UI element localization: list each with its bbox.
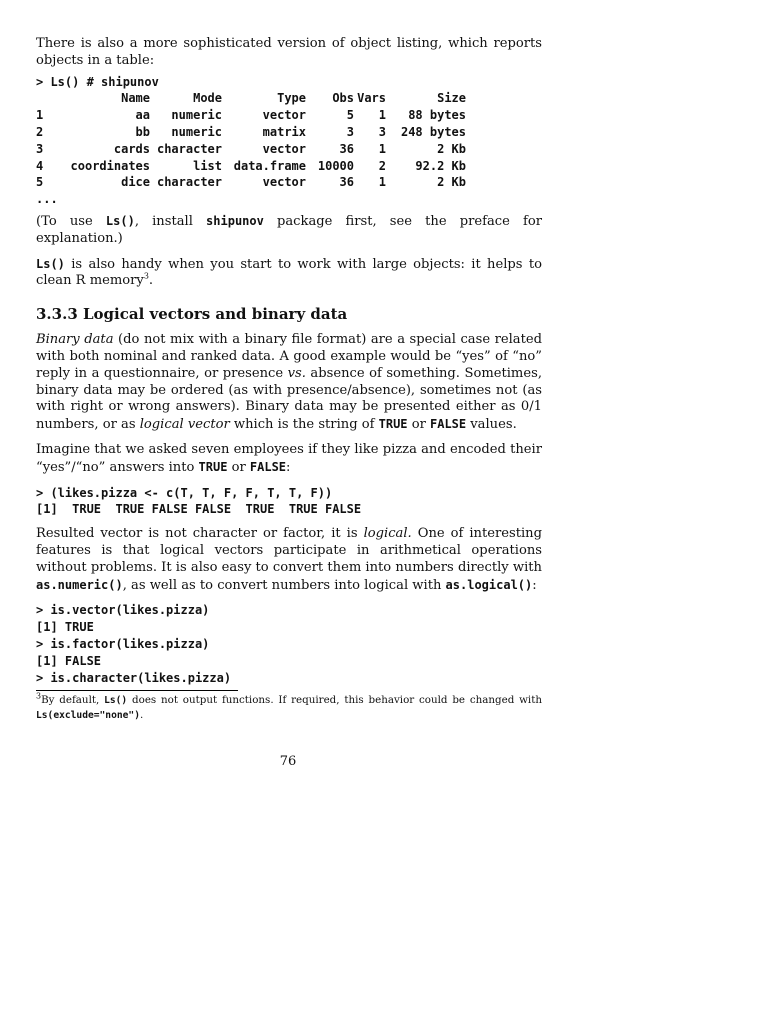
inline-code: TRUE bbox=[378, 417, 408, 432]
table-cell: 36 bbox=[339, 141, 354, 156]
table-cell: 36 bbox=[339, 175, 354, 190]
table-cell: vector bbox=[262, 141, 306, 156]
code-line: [1] FALSE bbox=[36, 653, 102, 668]
emphasis: Binary data bbox=[36, 332, 114, 348]
inline-code: shipunov bbox=[206, 213, 264, 228]
text: or bbox=[407, 417, 430, 433]
paragraph-logical bbox=[36, 526, 542, 594]
table-cell: numeric bbox=[171, 108, 222, 123]
footnote bbox=[36, 693, 542, 723]
table-cell: 1 bbox=[378, 175, 386, 190]
table-cell: 10000 bbox=[317, 158, 354, 173]
table-cell: character bbox=[156, 175, 222, 190]
inline-code: as.logical() bbox=[445, 577, 533, 592]
code-block-ls bbox=[36, 74, 542, 208]
table-header-cell: Obs bbox=[332, 91, 354, 106]
table-cell: 1 bbox=[378, 108, 386, 123]
text: One of interesting features is that logical vectors participate in arithmetical operations without problems. It is also easy to convert them into numbers directly with bbox=[36, 526, 542, 575]
code-block-pizza bbox=[36, 485, 542, 519]
footnote-number: 3 bbox=[36, 691, 42, 701]
table-cell: 3 bbox=[36, 141, 44, 156]
code-line: [1] TRUE bbox=[36, 620, 94, 635]
table-cell: 92.2 Kb bbox=[415, 158, 466, 173]
text: Resulted vector is not character or factor, it is bbox=[36, 526, 364, 542]
table-cell: vector bbox=[262, 108, 306, 123]
table-cell: aa bbox=[135, 108, 150, 123]
table-cell: 3 bbox=[346, 124, 354, 139]
text: (do not mix with a binary file format) are a special case related with both nominal and ranked data. A good example would be “yes” of “no” reply in a questionnaire, or presence bbox=[36, 332, 542, 381]
text: : bbox=[532, 577, 537, 593]
inline-code: Ls() bbox=[104, 695, 128, 707]
text: is also handy when you start to work with large objects: it helps to clean R memory bbox=[36, 256, 542, 289]
section-title: Logical vectors and binary data bbox=[83, 305, 348, 324]
inline-code: Ls(exclude="none") bbox=[36, 710, 140, 722]
paragraph-ls-handy bbox=[36, 256, 542, 291]
table-cell: 88 bytes bbox=[408, 108, 466, 123]
table-cell: character bbox=[156, 141, 222, 156]
code-line: > is.vector(likes.pizza) bbox=[36, 603, 210, 618]
table-header-cell: Name bbox=[121, 91, 150, 106]
footnote-marker: 3 bbox=[143, 272, 149, 281]
inline-code: as.numeric() bbox=[36, 577, 123, 592]
section-number: 3.3.3 bbox=[36, 305, 78, 324]
ls-output-table bbox=[36, 90, 466, 191]
page-body bbox=[36, 36, 542, 723]
paragraph-binary-data bbox=[36, 332, 542, 434]
text: (To use bbox=[36, 213, 106, 229]
table-cell: list bbox=[193, 158, 222, 173]
table-row bbox=[36, 107, 466, 124]
emphasis: logical vector bbox=[139, 417, 230, 433]
table-cell: cards bbox=[113, 141, 150, 156]
table-cell: 1 bbox=[378, 141, 386, 156]
table-header-cell: Vars bbox=[357, 91, 386, 106]
table-cell: 4 bbox=[36, 158, 44, 173]
code-line: [1] TRUE TRUE FALSE FALSE TRUE TRUE FALSE bbox=[36, 502, 362, 517]
table-row bbox=[36, 174, 466, 191]
text: absence of something. Sometimes, binary data may be ordered (as with presence/absence), sometimes not (as with right or wrong answers). Binary data may be presented either as 0/1 numbers, or as bbox=[36, 365, 542, 433]
table-header-row bbox=[36, 90, 466, 107]
text: or bbox=[227, 459, 250, 475]
table-cell: numeric bbox=[171, 124, 222, 139]
table-cell: dice bbox=[121, 175, 150, 190]
table-cell: 248 bytes bbox=[400, 124, 466, 139]
footnote-rule bbox=[36, 690, 238, 691]
table-cell: bb bbox=[135, 124, 150, 139]
table-row bbox=[36, 141, 466, 158]
table-row bbox=[36, 124, 466, 141]
text: : bbox=[286, 459, 291, 475]
table-cell: 5 bbox=[36, 175, 44, 190]
table-cell: 5 bbox=[346, 108, 354, 123]
table-cell: 2 bbox=[378, 158, 386, 173]
code-line-command: > Ls() # shipunov bbox=[36, 74, 159, 89]
text: values. bbox=[466, 417, 517, 433]
table-header-cell: Mode bbox=[193, 91, 222, 106]
table-cell: 2 Kb bbox=[437, 141, 466, 156]
text: package first, see the preface for explanation.) bbox=[36, 213, 542, 246]
inline-code: FALSE bbox=[430, 417, 467, 432]
table-cell: 2 Kb bbox=[437, 175, 466, 190]
table-cell: 3 bbox=[378, 124, 386, 139]
inline-code: TRUE bbox=[198, 459, 228, 474]
paragraph-intro: There is also a more sophisticated version of object listing, which reports objects in a table: bbox=[36, 36, 542, 68]
paragraph-pizza bbox=[36, 442, 542, 477]
emphasis: vs. bbox=[287, 365, 306, 381]
table-cell: coordinates bbox=[70, 158, 150, 173]
text: , install bbox=[134, 213, 207, 229]
table-header-cell bbox=[36, 90, 66, 107]
table-row bbox=[36, 158, 466, 175]
code-block-checks bbox=[36, 602, 542, 686]
code-line: > (likes.pizza <- c(T, T, F, F, T, T, F)) bbox=[36, 485, 333, 500]
emphasis: logical. bbox=[363, 526, 412, 542]
table-cell: data.frame bbox=[233, 158, 306, 173]
table-cell: matrix bbox=[262, 124, 306, 139]
table-header-cell: Type bbox=[277, 91, 306, 106]
text: . bbox=[139, 709, 144, 722]
text: Imagine that we asked seven employees if they like pizza and encoded their “yes”/“no” answers into bbox=[36, 441, 542, 475]
table-cell: 2 bbox=[36, 124, 44, 139]
code-line: > is.character(likes.pizza) bbox=[36, 670, 232, 685]
code-line: > is.factor(likes.pizza) bbox=[36, 636, 210, 651]
section-heading bbox=[36, 304, 542, 324]
text: does not output functions. If required, this behavior could be changed with bbox=[127, 694, 542, 707]
text: , as well as to convert numbers into logical with bbox=[122, 577, 446, 593]
code-line-ellipsis: ... bbox=[36, 192, 58, 207]
inline-code: Ls() bbox=[105, 213, 135, 228]
paragraph-install-note bbox=[36, 213, 542, 248]
text: By default, bbox=[41, 694, 105, 707]
text: . bbox=[148, 273, 154, 289]
text: which is the string of bbox=[229, 417, 379, 433]
inline-code: FALSE bbox=[249, 459, 287, 474]
table-cell: vector bbox=[262, 175, 306, 190]
table-cell: 1 bbox=[36, 108, 44, 123]
page-number: 76 bbox=[279, 754, 297, 769]
inline-code: Ls() bbox=[36, 256, 65, 271]
table-header-cell: Size bbox=[437, 91, 466, 106]
